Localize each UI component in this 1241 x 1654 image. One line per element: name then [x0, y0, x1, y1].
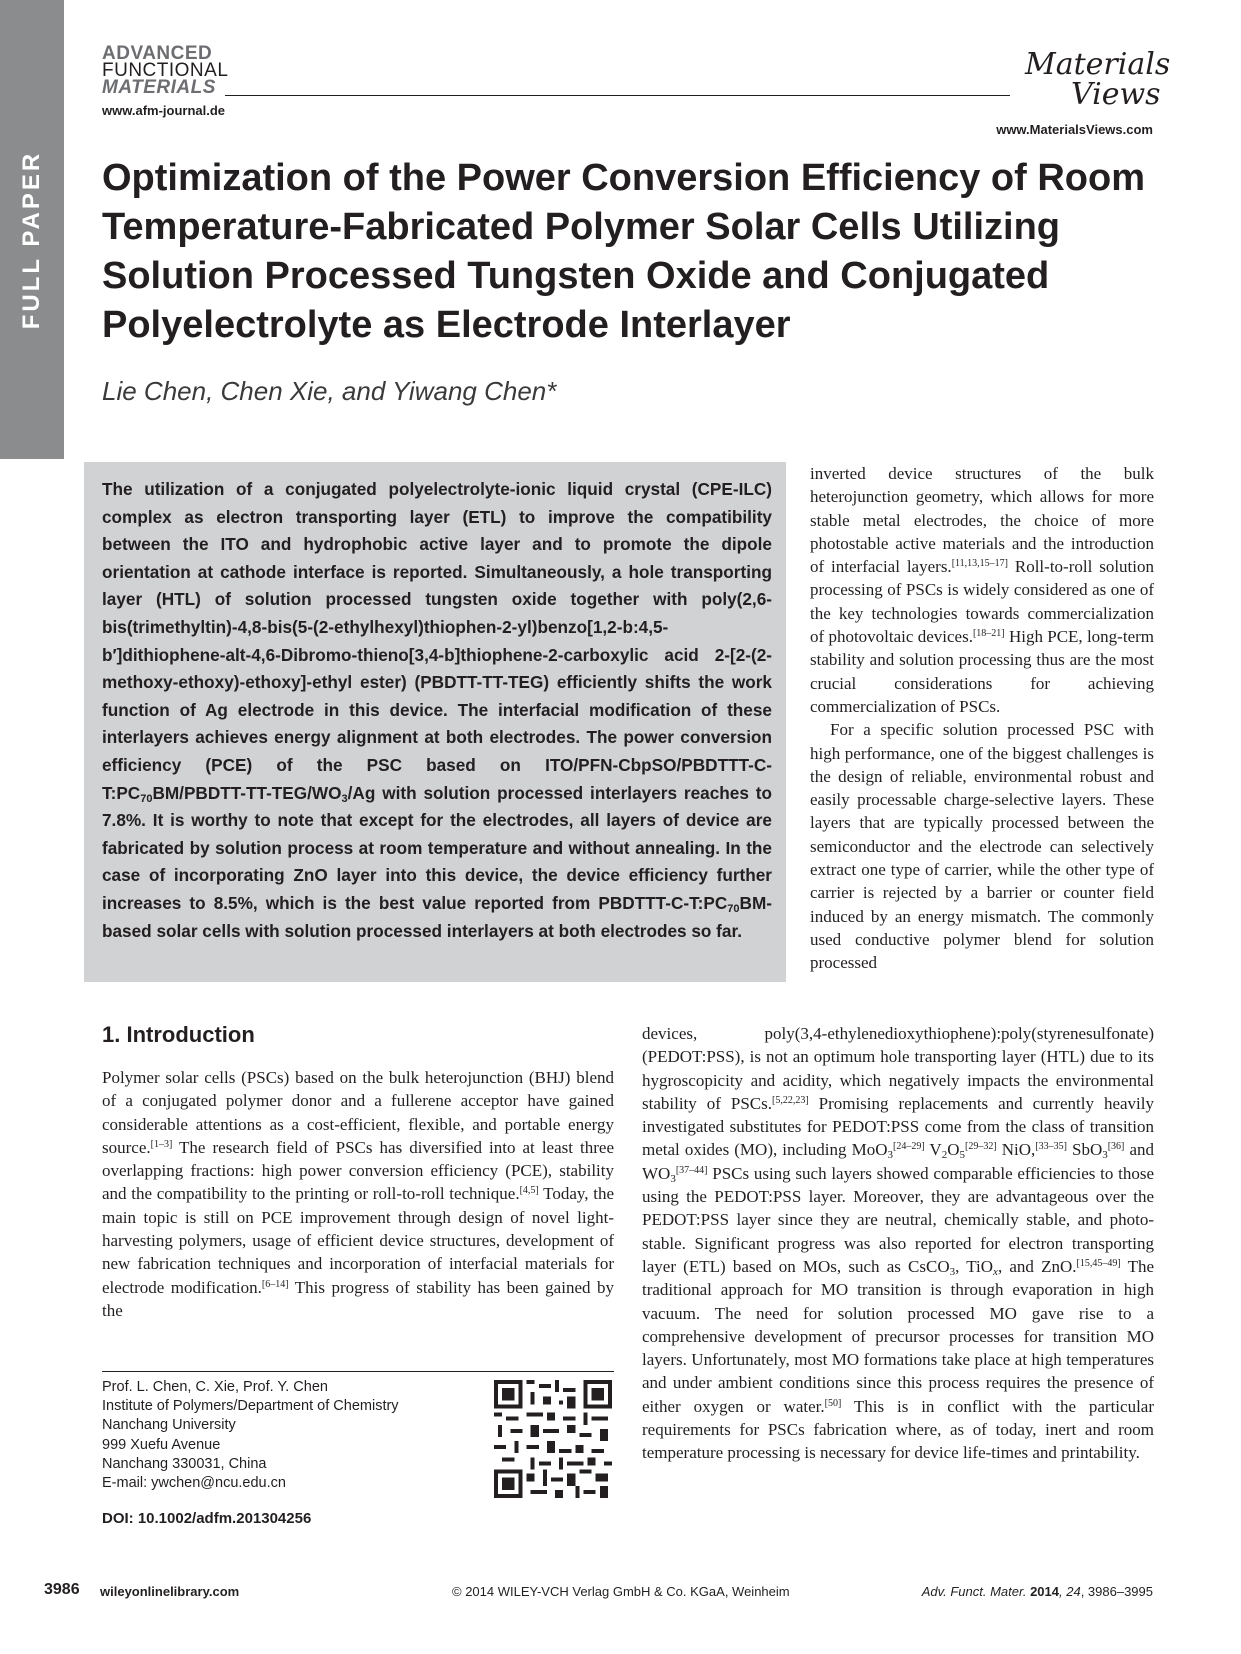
section-type-label: FULL PAPER [18, 150, 45, 330]
subscript: x [993, 1265, 998, 1278]
subscript: 3 [670, 1172, 676, 1185]
author-list: Lie Chen, Chen Xie, and Yiwang Chen* [102, 376, 557, 406]
text-segment: PSCs using such layers showed comparable efficiencies to those using the PEDOT:PSS layer. Moreover, they are advantageous over the PEDOT:PSS layer since they are neutral, chemically stable, and photo-stable. Significant progress was also reported for electron transporting layer (ETL) based on MOs, such as CsCO [642, 1163, 1154, 1276]
citation[interactable]: [6–14] [261, 1278, 289, 1290]
pages: , 3986–3995 [1080, 1584, 1153, 1599]
abstract-segment: The utilization of a conjugated polyelectrolyte-ionic liquid crystal (CPE-ILC) complex as electron transporting layer (ETL) to improve the compatibility between the ITO and hydrophobic active layer and to promote the dipole orientation at cathode interface is reported. Simultaneously, a hole transporting layer (HTL) of solution processed tungsten oxide together with poly(2,6-bis(trimethyltin)-4,8-bis(5-(2-ethylhexyl)thiophen-2-yl)benzo[1,2-b:4,5-b′]dithiophene-alt-4,6-Dibromo-thieno[3,4-b]thiophene-2-carboxylic acid 2-[2-(2-methoxy-ethoxy)-ethoxy]-ethyl ester) (PBDTT-TT-TEG) efficiently shifts the work function of Ag electrode in this device. The interfacial modification of these interlayers achieves energy alignment at both electrodes. The power conversion efficiency (PCE) of the PSC based on ITO/PFN-CbpSO/PBDTTT-C-T:PC [102, 479, 772, 803]
email-link[interactable]: E-mail: ywchen@ncu.edu.cn [102, 1475, 286, 1492]
citation[interactable]: [36] [1107, 1141, 1125, 1153]
subscript: 3 [887, 1149, 893, 1162]
citation[interactable]: [1–3] [150, 1138, 173, 1150]
affiliation-divider [102, 1371, 614, 1372]
affiliation-line: 999 Xuefu Avenue [102, 1436, 221, 1453]
right-column-text [810, 462, 1154, 975]
text-segment: inverted device structures of the bulk heterojunction geometry, which allows for more stable metal electrodes, the choice of more photostable active materials and the introduction of interfacial layers. [810, 464, 1154, 577]
header-divider [225, 95, 1010, 96]
text-segment: Polymer solar cells (PSCs) based on the bulk heterojunction (BHJ) blend of a conjugated polymer donor and a fullerene acceptor have gained considerable attentions as a cost-efficient, flexible, and portable energy source. [102, 1068, 614, 1157]
journal-name: Adv. Funct. Mater. [921, 1584, 1027, 1599]
footer-site-link[interactable]: wileyonlinelibrary.com [100, 1584, 240, 1599]
text-segment: This progress of stability has been gained by the [102, 1277, 614, 1320]
citation[interactable]: [33–35] [1035, 1141, 1067, 1153]
subscript: 3 [1102, 1149, 1108, 1162]
paragraph [810, 462, 1154, 718]
paragraph: For a specific solution processed PSC with high performance, one of the biggest challenges is the design of reliable, environmental robust and easily processable charge-selective layers. These layers that are typically processed between the semiconductor and the electrode can selectively extract one type of carrier, while the other type of carrier is rejected by a barrier or counter field induced by an energy mismatch. The commonly used conductive polymer blend for solution processed [810, 720, 1154, 973]
text-segment: and WO [642, 1140, 1155, 1183]
text-segment: Roll-to-roll solution processing of PSCs is widely considered as one of the key technologies towards commercialization of photovoltaic devices. [810, 557, 1154, 647]
affiliation-line: Nanchang University [102, 1417, 236, 1434]
text-segment: High PCE, long-term stability and solution processing thus are the most crucial considerations for achieving commercialization of PSCs. [810, 627, 1154, 716]
citation[interactable]: [4,5] [519, 1185, 539, 1197]
text-segment: Promising replacements and currently heavily investigated substitutes for PEDOT:PSS come from the class of transition metal oxides (MO), including MoO [642, 1093, 1154, 1160]
text-segment: SbO [1066, 1140, 1103, 1160]
abstract-subscript: 70 [727, 902, 740, 915]
doi-link[interactable]: DOI: 10.1002/adfm.201304256 [102, 1510, 312, 1527]
right-column-continuation [642, 1022, 1154, 1465]
citation[interactable]: [11,13,15–17] [951, 558, 1008, 570]
paper-title: Optimization of the Power Conversion Efficiency of Room Temperature-Fabricated Polymer Solar Cells Utilizing Solution Processed Tungsten Oxide and Conjugated Polyelectrolyte as Electrode Interlayer [102, 157, 1145, 346]
journal-logo-line: ADVANCED [102, 43, 213, 64]
text-segment: NiO, [996, 1140, 1036, 1160]
journal-logo [102, 45, 228, 96]
citation[interactable]: [29–32] [964, 1141, 997, 1153]
volume: 24 [1066, 1584, 1081, 1599]
qr-code[interactable] [494, 1380, 612, 1498]
citation[interactable]: [24–29] [892, 1141, 925, 1153]
side-tab [0, 0, 64, 459]
citation[interactable]: [50] [824, 1397, 842, 1409]
text-segment: , TiO [955, 1256, 994, 1276]
abstract-segment: BM-based solar cells with solution processed interlayers at both electrodes so far. [102, 892, 772, 941]
subscript: 3 [949, 1265, 956, 1278]
text-segment: , and ZnO. [997, 1256, 1077, 1276]
abstract-box [84, 462, 786, 982]
citation-info: Adv. Funct. Mater. 2014, 24, 3986–3995 [921, 1584, 1153, 1599]
subscript: 5 [959, 1149, 965, 1162]
text-segment: The traditional approach for MO transition is through evaporation in high vacuum. The need for solution processed MO gave rise to a comprehensive development of precursor processes for transition MO layers. Unfortunately, most MO formations take place at high temperatures and under ambient conditions since this process requires the presence of either oxygen or water. [642, 1256, 1155, 1416]
publisher-url[interactable]: www.MaterialsViews.com [996, 122, 1153, 137]
year: 2014 [1030, 1584, 1059, 1599]
journal-logo-line: MATERIALS [102, 77, 216, 98]
abstract-segment: /Ag with solution processed interlayers reaches to 7.8%. It is worthy to note that except for the electrodes, all layers of device are fabricated by solution process at room temperature and without annealing. In the case of incorporating ZnO layer into this device, the device efficiency further increases to 8.5%, which is the best value reported from PBDTTT-C-T:PC [102, 782, 772, 913]
publisher-logo [1025, 47, 1171, 112]
journal-logo-line: FUNCTIONAL [102, 60, 229, 81]
citation[interactable]: [15,45–49] [1076, 1257, 1121, 1269]
text-segment: The research field of PSCs has diversified into at least three overlapping fractions: high power conversion efficiency (PCE), stability and the compatibility to the printing or roll-to-roll technique. [102, 1137, 614, 1204]
citation[interactable]: [5,22,23] [771, 1094, 809, 1106]
text-segment: V [924, 1140, 942, 1160]
abstract-segment: BM/PBDTT-TT-TEG/WO [152, 782, 342, 803]
citation[interactable]: [37–44] [675, 1164, 708, 1176]
subscript: 2 [941, 1149, 948, 1162]
abstract-subscript: 3 [341, 792, 348, 805]
publisher-logo-line: Views [1071, 77, 1161, 112]
journal-url[interactable]: www.afm-journal.de [102, 103, 226, 118]
affiliation-line: Nanchang 330031, China [102, 1455, 267, 1472]
affiliation-line: Prof. L. Chen, C. Xie, Prof. Y. Chen [102, 1379, 328, 1395]
text-segment: O [947, 1140, 960, 1160]
affiliation-block [102, 1378, 399, 1493]
abstract-text [102, 476, 772, 945]
affiliation-line: Institute of Polymers/Department of Chemistry [102, 1398, 399, 1415]
publisher-logo-line: Materials [1025, 47, 1171, 82]
copyright-notice: © 2014 WILEY-VCH Verlag GmbH & Co. KGaA, Weinheim [452, 1584, 790, 1599]
section-heading: 1. Introduction [102, 1022, 255, 1047]
text-segment: Today, the main topic is still on PCE improvement through design of novel light-harvesting polymers, usage of efficient device structures, development of new fabrication techniques and incorporation of interfacial materials for electrode modification. [102, 1184, 615, 1297]
text-segment: This is in conflict with the particular requirements for PSCs fabrication where, as of today, inert and room temperature processing is necessary for device life-times and printability. [642, 1396, 1154, 1463]
abstract-subscript: 70 [140, 792, 153, 805]
citation[interactable]: [18–21] [972, 628, 1005, 640]
introduction-text [102, 1066, 614, 1322]
page-number: 3986 [44, 1581, 80, 1598]
text-segment: devices, poly(3,4-ethylenedioxythiophene):poly(styrenesulfonate) (PEDOT:PSS), is not an optimum hole transporting layer (HTL) due to its hygroscopicity and acidity, which negatively impacts the environmental stability of PSCs. [642, 1024, 1154, 1113]
